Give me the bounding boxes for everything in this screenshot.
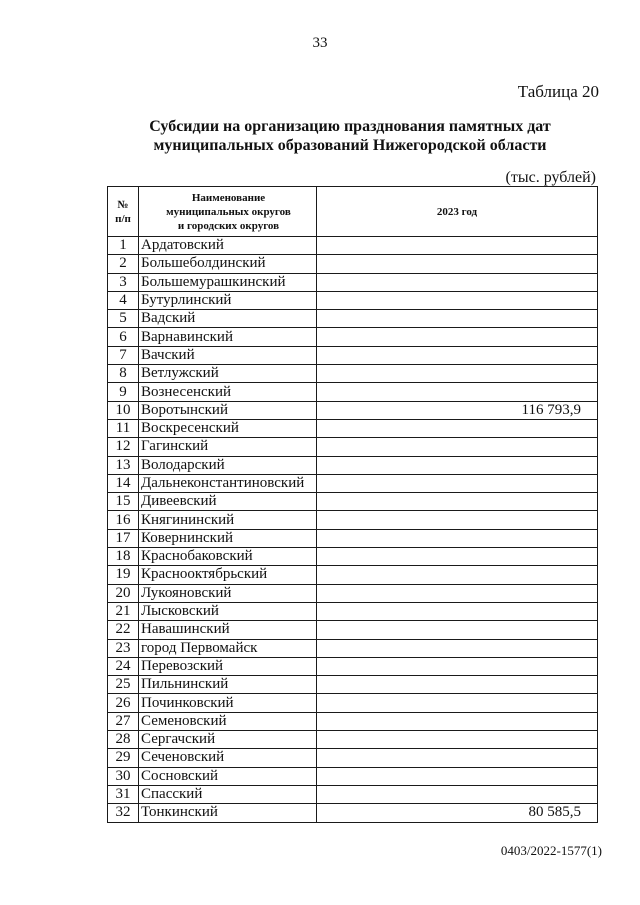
row-number: 2 <box>108 255 139 273</box>
row-value <box>317 383 598 401</box>
table-row <box>108 310 598 328</box>
row-value <box>317 365 598 383</box>
row-number: 21 <box>108 602 139 620</box>
row-value: 116 793,9 <box>317 401 598 419</box>
row-value <box>317 731 598 749</box>
row-value <box>317 456 598 474</box>
row-name: Лукояновский <box>139 584 317 602</box>
row-name: Починковский <box>139 694 317 712</box>
table-row <box>108 731 598 749</box>
row-number: 11 <box>108 419 139 437</box>
table-row <box>108 255 598 273</box>
row-number: 5 <box>108 310 139 328</box>
row-value <box>317 621 598 639</box>
row-name: Гагинский <box>139 438 317 456</box>
table-row <box>108 529 598 547</box>
row-name: Перевозский <box>139 657 317 675</box>
header-name-line-3: и городских округов <box>177 219 280 232</box>
row-value <box>317 767 598 785</box>
row-name: Княгининский <box>139 511 317 529</box>
row-number: 17 <box>108 529 139 547</box>
document-code: 0403/2022-1577(1) <box>500 843 602 858</box>
table-row <box>108 657 598 675</box>
row-name: Лысковский <box>139 602 317 620</box>
table-row <box>108 694 598 712</box>
table-row <box>108 438 598 456</box>
row-value <box>317 639 598 657</box>
row-number: 13 <box>108 456 139 474</box>
row-name: Ветлужский <box>139 365 317 383</box>
table-row <box>108 621 598 639</box>
row-value <box>317 237 598 255</box>
header-name-line-1: Наименование <box>191 191 266 204</box>
table-label: Таблица 20 <box>517 82 599 101</box>
row-number: 8 <box>108 365 139 383</box>
table-row <box>108 419 598 437</box>
row-name: Вознесенский <box>139 383 317 401</box>
row-number: 22 <box>108 621 139 639</box>
title-line-1: Субсидии на организацию празднования памятных дат <box>149 118 551 135</box>
row-name: Пильнинский <box>139 676 317 694</box>
row-value <box>317 419 598 437</box>
table-body <box>108 237 598 823</box>
table-row <box>108 676 598 694</box>
row-value <box>317 785 598 803</box>
table-row <box>108 749 598 767</box>
row-value: 80 585,5 <box>317 804 598 822</box>
row-number: 7 <box>108 346 139 364</box>
row-name: Воскресенский <box>139 419 317 437</box>
row-number: 31 <box>108 785 139 803</box>
row-name: Сергачский <box>139 731 317 749</box>
table-row <box>108 767 598 785</box>
row-name: Сосновский <box>139 767 317 785</box>
table-row <box>108 456 598 474</box>
table-row <box>108 474 598 492</box>
row-number: 26 <box>108 694 139 712</box>
table-row <box>108 291 598 309</box>
row-value <box>317 328 598 346</box>
table-row <box>108 328 598 346</box>
row-value <box>317 438 598 456</box>
row-name: Бутурлинский <box>139 291 317 309</box>
row-value <box>317 694 598 712</box>
row-name: Варнавинский <box>139 328 317 346</box>
table-row <box>108 365 598 383</box>
row-number: 3 <box>108 273 139 291</box>
row-number: 29 <box>108 749 139 767</box>
document-title <box>0 117 640 155</box>
row-name: город Первомайск <box>139 639 317 657</box>
table-row <box>108 346 598 364</box>
header-number-line-1: № <box>117 198 129 211</box>
row-value <box>317 529 598 547</box>
table-row <box>108 712 598 730</box>
row-value <box>317 255 598 273</box>
subsidies-table <box>107 186 598 823</box>
row-number: 6 <box>108 328 139 346</box>
table-row <box>108 566 598 584</box>
row-value <box>317 291 598 309</box>
row-name: Вачский <box>139 346 317 364</box>
row-number: 18 <box>108 548 139 566</box>
row-value <box>317 474 598 492</box>
row-value <box>317 657 598 675</box>
row-name: Сеченовский <box>139 749 317 767</box>
row-number: 4 <box>108 291 139 309</box>
row-name: Дальнеконстантиновский <box>139 474 317 492</box>
page-number: 33 <box>312 35 328 51</box>
table-row <box>108 584 598 602</box>
row-name: Большемурашкинский <box>139 273 317 291</box>
row-value <box>317 712 598 730</box>
row-name: Краснооктябрьский <box>139 566 317 584</box>
header-name-line-2: муниципальных округов <box>166 205 291 218</box>
table-row <box>108 493 598 511</box>
row-number: 12 <box>108 438 139 456</box>
row-name: Воротынский <box>139 401 317 419</box>
header-name <box>139 187 317 237</box>
table-row <box>108 602 598 620</box>
table-row <box>108 511 598 529</box>
header-number <box>108 187 139 237</box>
table-row <box>108 804 598 822</box>
row-number: 24 <box>108 657 139 675</box>
table-row <box>108 785 598 803</box>
row-number: 27 <box>108 712 139 730</box>
row-value <box>317 602 598 620</box>
table-row <box>108 401 598 419</box>
row-value <box>317 273 598 291</box>
row-value <box>317 584 598 602</box>
row-number: 30 <box>108 767 139 785</box>
header-number-line-2: п/п <box>115 212 131 225</box>
table-row <box>108 548 598 566</box>
row-number: 1 <box>108 237 139 255</box>
row-value <box>317 493 598 511</box>
row-name: Спасский <box>139 785 317 803</box>
row-number: 20 <box>108 584 139 602</box>
row-value <box>317 676 598 694</box>
row-value <box>317 511 598 529</box>
row-name: Ковернинский <box>139 529 317 547</box>
table-header-row <box>108 187 598 237</box>
row-name: Дивеевский <box>139 493 317 511</box>
row-name: Володарский <box>139 456 317 474</box>
row-number: 16 <box>108 511 139 529</box>
row-value <box>317 548 598 566</box>
table-row <box>108 273 598 291</box>
table-row <box>108 383 598 401</box>
row-number: 23 <box>108 639 139 657</box>
row-name: Вадский <box>139 310 317 328</box>
row-number: 19 <box>108 566 139 584</box>
units-note: (тыс. рублей) <box>505 169 596 186</box>
row-number: 32 <box>108 804 139 822</box>
table-row <box>108 237 598 255</box>
row-number: 10 <box>108 401 139 419</box>
row-number: 14 <box>108 474 139 492</box>
row-value <box>317 346 598 364</box>
row-value <box>317 749 598 767</box>
row-value <box>317 566 598 584</box>
row-number: 28 <box>108 731 139 749</box>
row-number: 25 <box>108 676 139 694</box>
table-row <box>108 639 598 657</box>
header-year: 2023 год <box>317 187 598 237</box>
row-name: Тонкинский <box>139 804 317 822</box>
row-number: 15 <box>108 493 139 511</box>
row-name: Навашинский <box>139 621 317 639</box>
row-name: Семеновский <box>139 712 317 730</box>
row-number: 9 <box>108 383 139 401</box>
row-name: Краснобаковский <box>139 548 317 566</box>
title-line-2: муниципальных образований Нижегородской области <box>153 137 547 154</box>
row-name: Ардатовский <box>139 237 317 255</box>
row-name: Большеболдинский <box>139 255 317 273</box>
row-value <box>317 310 598 328</box>
